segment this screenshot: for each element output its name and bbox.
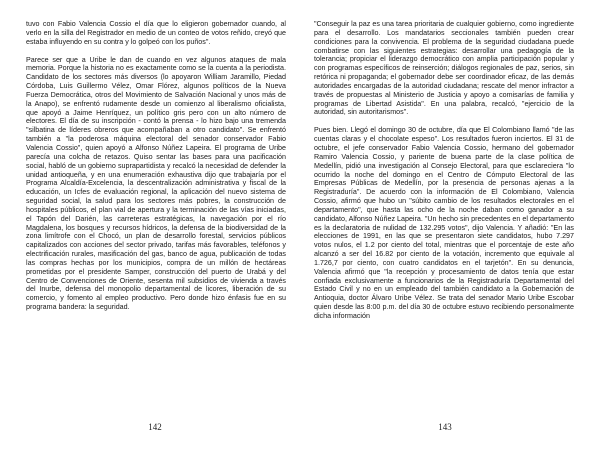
page-number-left: 142: [148, 422, 162, 432]
left-paragraph-2: Parece ser que a Uribe le dan de cuando en vez algunos ataques de mala memoria. Porque la historia no es exactamente como se la cuenta a la periodista. Candidato de los sectores más diversos (lo apoyaron William Jaramillo, Piedad Córdoba, Luis Guillermo Vélez, Omar Flórez, algunos políticos de la Nueva Fuerza Democrática, otros del Movimiento de Salvación Nacional y unos más de la Anapo), se enfrentó rudamente desde un comienzo al liberalismo oficialista, que apoyó a Jaime Henríquez, un político gris pero con un alto número de electores. El día de su inscripción - contó la prensa - lo hizo bajo una tremenda "silbatina de líderes obreros que acompañaban a otro candidato". Se enfrentó también a "la poderosa máquina electoral del senador conservador Fabio Valencia Cossio", quien apoyó a Alfonso Núñez Lapeira. El programa de Uribe parecía una colcha de retazos. Quiso sentar las bases para una pacificación social, habló de un gobierno suprapartidista y recalcó la necesidad de defender la unidad antioqueña, y en una enumeración exhaustiva dijo que trabajaría por el Programa Alcaldía-Excelencia, la descentralización administrativa y fiscal de la educación, un Icfes de evaluación regional, la aplicación del nuevo sistema de seguridad social, la salud para los sectores más pobres, la construcción de hospitales públicos, el plan vial de apertura y la terminación de las vías iniciadas, el Tapón del Darién, las carreteras estratégicas, la navegación por el río Magdalena, los bosques y recursos hídricos, la defensa de la biodiversidad de la zona limítrofe con el Chocó, un plan de desarrollo forestal, servicios públicos capitalizados con acciones del sector privado, tarifas más favorables, teléfonos y electrificación rurales, masificación del gas, banco de agua, publicación de todas las compras hechas por los municipios, compra de un millón de hectáreas prometidas por el presidente Samper, construcción del puerto de Urabá y del Centro de Convenciones de Oriente, sesenta mil subsidios de vivienda a través del Inurbe, defensa del monopolio departamental de licores, liberación de su comercio, y fomento al empleo productivo. Pero donde hizo énfasis fue en su programa bandera: la seguridad.: [26, 55, 286, 312]
left-page-text: [26, 20, 286, 312]
right-paragraph-1: "Conseguir la paz es una tarea prioritaria de cualquier gobierno, como ingrediente para el desarrollo. Los mandatarios seccionales también pueden crear condiciones para la convivencia. El problema de la seguridad ciudadana puede combatirse con las siguientes estrategias: desarrollar una pedagogía de la tolerancia; propiciar el liderazgo democrático con amplia participación popular y con programas específicos de reinserción; diálogos regionales de paz, serios, sin retórica ni propaganda; el gobernador debe ser coordinador eficaz, de las demás autoridades encargadas de la autoridad ciudadana; rescate del menor infractor a través de propuestas al Ministerio de Justicia y apoyo a comisarías de familia y programas de Libertad Asistida". En una palabra, recalcó, "ejercicio de la autoridad, sin autoritarismos".: [314, 20, 574, 117]
right-page: [300, 0, 600, 450]
left-paragraph-1: tuvo con Fabio Valencia Cossio el día que lo eligieron gobernador cuando, al verlo en la silla del Registrador en medio de un conteo de votos reñido, creyó que estaba influyendo en su contra y lo golpeó con los puños".: [26, 20, 286, 46]
right-page-text: [314, 20, 574, 321]
right-paragraph-2: Pues bien. Llegó el domingo 30 de octubre, día que El Colombiano llamó "de las cuentas claras y el chocolate espeso". Los resultados fueron inciertos. El 31 de octubre, el jefe conservador Fabio Valencia Cossio, hermano del gobernador Ramiro Valencia Cossio, y pariente de buena parte de la clase política de Medellín, pidió una investigación al Consejo Electoral, para que esclareciera "lo ocurrido la noche del domingo en el Centro de Cómputo Electoral de las Empresas Públicas de Medellín, por la presencia de personas ajenas a la Registraduría". De acuerdo con la información de El Colombiano, Valencia Cossio, afirmó que hubo un "súbito cambio de los resultados electorales en el departamento", que hasta las ocho de la noche daban como ganador a su candidato, Alfonso Núñez Lapeira. "Un hecho sin precedentes en el departamento es la declaratoria de nulidad de 132.295 votos", dijo Valencia. Y añadió: "En las elecciones de 1991, en las que se presentaron siete candidatos, hubo 7.297 votos nulos, el 1.2 por ciento del total, mientras que el porcentaje de este año alcanzó a ser del 16.82 por ciento de la votación, incremento que equivale al 1.726,7 por ciento, con cuatro candidatos en el tarjetón". En su denuncia, Valencia afirmó que "la recepción y procesamiento de datos tenía que estar confiada exclusivamente a funcionarios de la Registraduría Departamental del Estado Civil y no en un empleado del también candidato a la Gobernación de Antioquia, doctor Álvaro Uribe Vélez. Se trata del senador Mario Uribe Escobar quien desde las 8:00 p.m. del día 30 de octubre estuvo recibiendo personalmente dicha información: [314, 126, 574, 320]
page-number-right: 143: [438, 422, 452, 432]
